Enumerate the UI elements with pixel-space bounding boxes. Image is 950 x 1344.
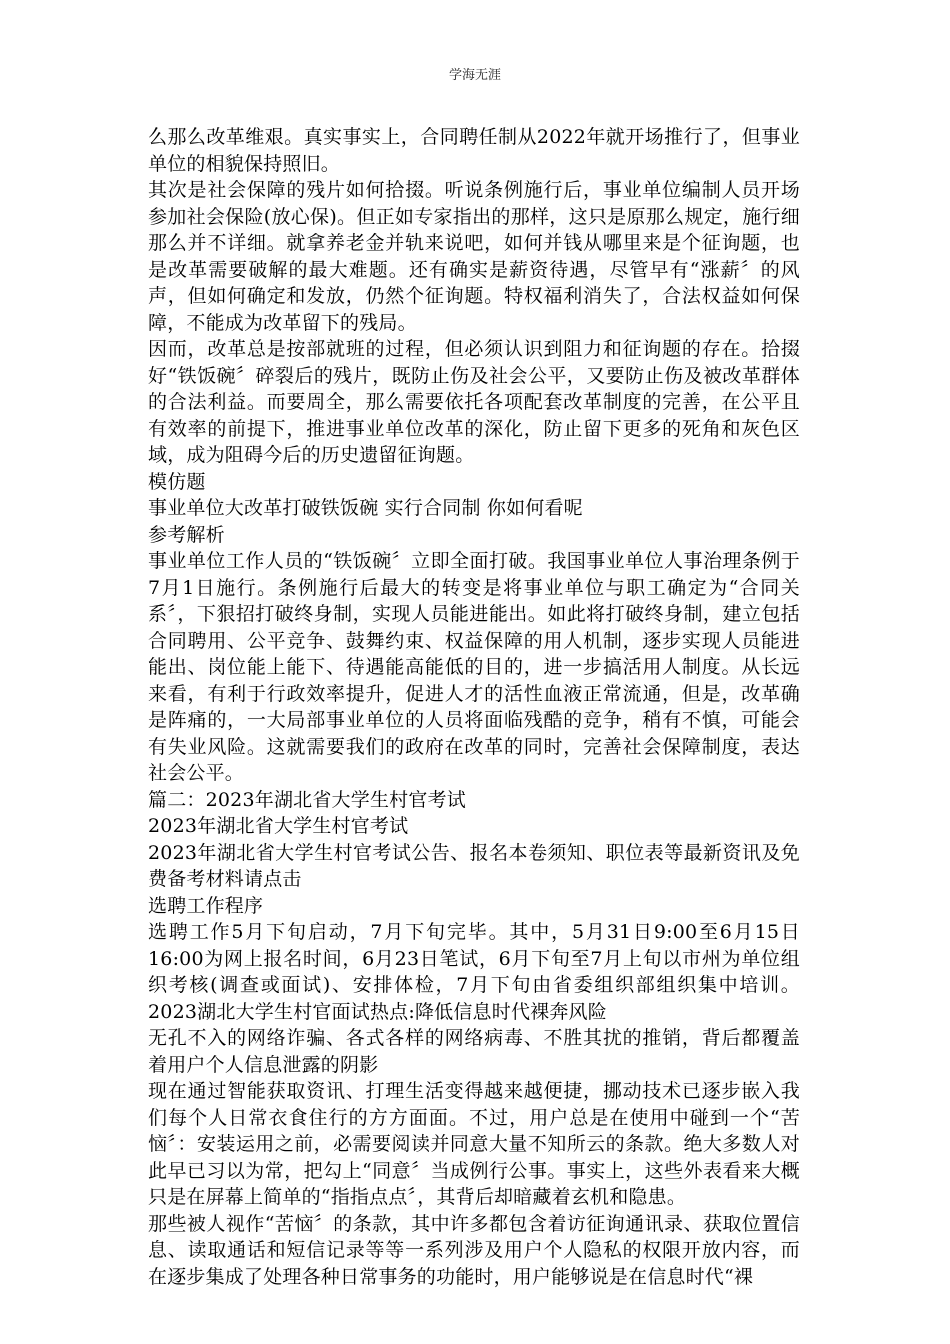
question: 事业单位大改革打破铁饭碗 实行合同制 你如何看呢 bbox=[148, 497, 583, 519]
paragraph: 事业单位工作人员的“铁饭碗〞立即全面打破。我国事业单位人事治理条例于7月1日施行。条例施行后最大的转变是将事业单位与职工确定为“合同关系〞，下狠招打破终身制，实现人员能进能出。如此将打破终身制，建立包括合同聘用、公平竞争、鼓舞约束、权益保障的用人机制，逐步实现人员能进能出、岗位能上能下、待遇能高能低的目的，进一步搞活用人制度。从长远来看，有利于行政效率提升，促进人才的活性血液正常流通，但是，改革确是阵痛的，一大局部事业单位的人员将面临残酷的竞争，稍有不慎，可能会有失业风险。这就需要我们的政府在改革的同时，完善社会保障制度，表达社会公平。 bbox=[148, 550, 800, 784]
article-title: 2023年湖北省大学生村官考试 bbox=[148, 815, 409, 837]
section-heading: 模仿题 bbox=[148, 470, 206, 493]
paragraph: 无孔不入的网络诈骗、各式各样的网络病毒、不胜其扰的推销，背后都覆盖着用户个人信息泄露的阴影 bbox=[148, 1027, 800, 1076]
paragraph: 现在通过智能获取资讯、打理生活变得越来越便捷，挪动技术已逐步嵌入我们每个人日常衣食住行的方方面面。不过，用户总是在使用中碰到一个“苦恼〞：安装运用之前，必需要阅读并同意大量不知所云的条款。绝大多数人对此早已习以为常，把勾上“同意〞当成例行公事。事实上，这些外表看来大概只是在屏幕上简单的“指指点点〞，其背后却暗藏着玄机和隐患。 bbox=[148, 1080, 800, 1208]
paragraph: 那些被人视作“苦恼〞的条款，其中许多都包含着访征询通讯录、获取位置信息、读取通话和短信记录等等一系列涉及用户个人隐私的权限开放内容，而在逐步集成了处理各种日常事务的功能时，用户能够说是在信息时代“裸 bbox=[148, 1212, 800, 1288]
paragraph: 选聘工作5月下旬启动，7月下旬完毕。其中，5月31日9:00至6月15日16:00为网上报名时间，6月23日笔试，6月下旬至7月上旬以市州为单位组织考核(调查或面试)、安排体检，7月下旬由省委组织部组织集中培训。 2023湖北大学生村官面试热点:降低信息时代裸奔风险 bbox=[148, 921, 800, 1023]
paragraph: 其次是社会保障的残片如何拾掇。听说条例施行后，事业单位编制人员开场参加社会保险(放心保)。但正如专家指出的那样，这只是原那么规定，施行细那么并不详细。就拿养老金并轨来说吧，如何并钱从哪里来是个征询题，也是改革需要破解的最大难题。还有确实是薪资待遇，尽管早有“涨薪〞的风声，但如何确定和发放，仍然个征询题。特权福利消失了，合法权益如何保障，不能成为改革留下的残局。 bbox=[148, 179, 800, 334]
body-text bbox=[148, 124, 800, 1290]
paragraph: 么那么改革维艰。真实事实上，合同聘任制从2022年就开场推行了，但事业单位的相貌保持照旧。 bbox=[148, 126, 800, 175]
section-heading: 选聘工作程序 bbox=[148, 894, 264, 917]
chapter-heading: 篇二：2023年湖北省大学生村官考试 bbox=[148, 788, 466, 811]
paragraph: 因而，改革总是按部就班的过程，但必须认识到阻力和征询题的存在。拾掇好“铁饭碗〞碎裂后的残片，既防止伤及社会公平，又要防止伤及被改革群体的合法利益。而要周全，那么需要依托各项配套改革制度的完善，在公平且有效率的前提下，推进事业单位改革的深化，防止留下更多的死角和灰色区域，成为阻碍今后的历史遗留征询题。 bbox=[148, 338, 800, 466]
paragraph: 2023年湖北省大学生村官考试公告、报名本卷须知、职位表等最新资讯及免费备考材料请点击 bbox=[148, 841, 800, 890]
section-heading: 参考解析 bbox=[148, 523, 225, 546]
page-header: 学海无涯 bbox=[448, 68, 501, 83]
